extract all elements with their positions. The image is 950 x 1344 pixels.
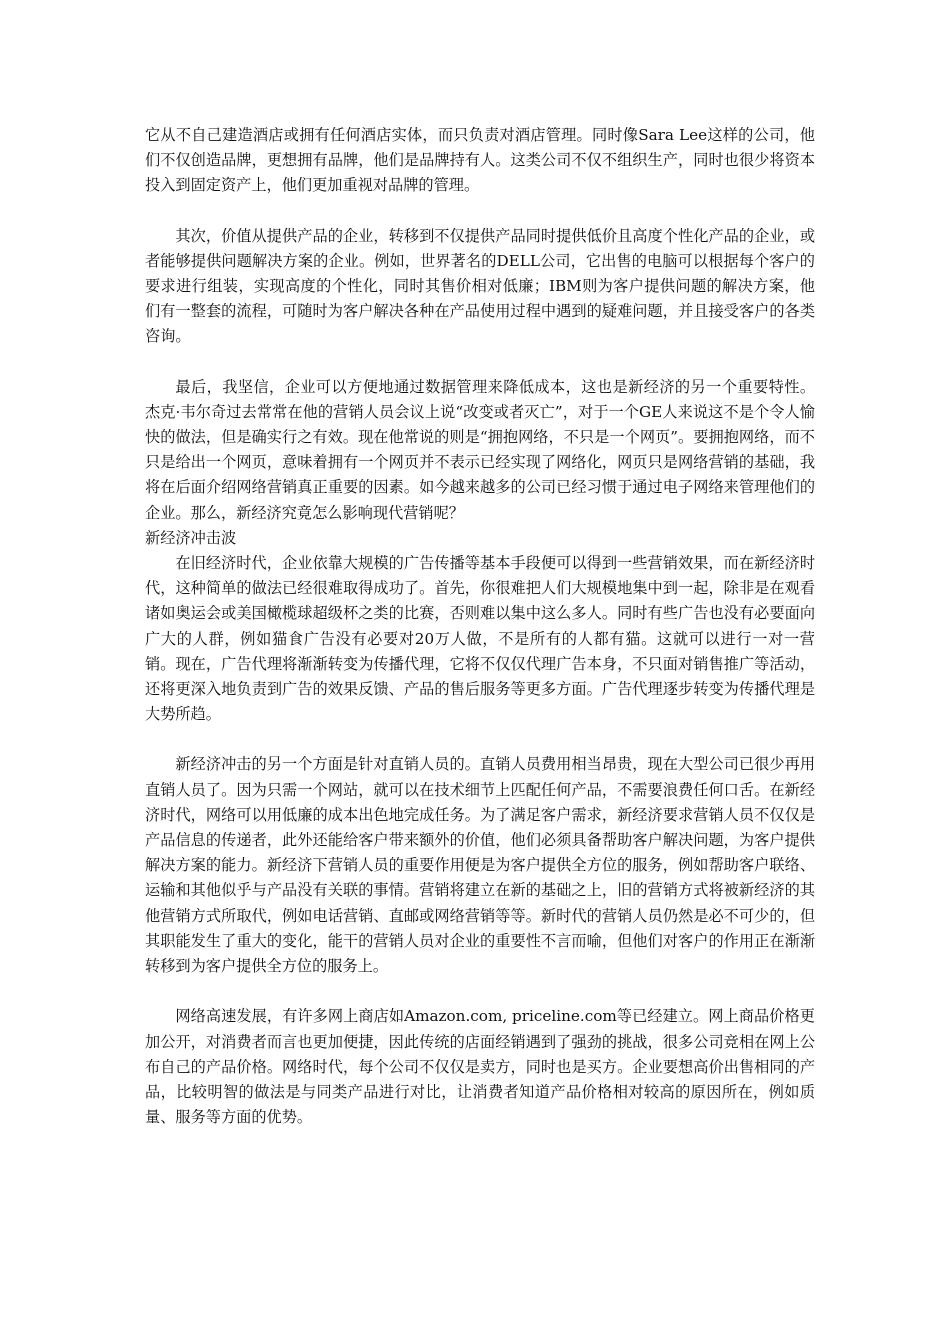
document-page	[145, 123, 815, 1130]
paragraph-data-management: 最后，我坚信，企业可以方便地通过数据管理来降低成本，这也是新经济的另一个重要特性。 杰克·韦尔奇过去常常在他的营销人员会议上说“改变或者灭亡”，对于一个GE人来说这不是个令人愉快的做法，但是确实行之有效。现在他常说的则是“拥抱网络，不只是一个网页”。要拥抱网络，而不只是给出一个网页，意味着拥有一个网页并不表示已经实现了网络化，网页只是网络营销的基础，我将在后面介绍网络营销真正重要的因素。如今越来越多的公司已经习惯于通过电子网络来管理他们的企业。那么，新经济究竟怎么影响现代营销呢？	[145, 377, 815, 522]
paragraph-hotel-brand: 它从不自己建造酒店或拥有任何酒店实体，而只负责对酒店管理。同时像Sara Lee这样的公司，他们不仅创造品牌，更想拥有品牌，他们是品牌持有人。这类公司不仅不组织生产，同时也很少将资本投入到固定资产上，他们更加重视对品牌的管理。	[145, 126, 815, 195]
paragraph-online-stores: 网络高速发展，有许多网上商店如Amazon.com, priceline.com等已经建立。网上商品价格更加公开，对消费者而言也更加便捷，因此传统的店面经销遇到了强劲的挑战，很多公司竞相在网上公布自己的产品价格。网络时代，每个公司不仅仅是卖方，同时也是买方。企业要想高价出售相同的产品，比较明智的做法是与同类产品进行对比，让消费者知道产品价格相对较高的原因所在，例如质量、服务等方面的优势。	[145, 1007, 815, 1127]
paragraph-advertising: 在旧经济时代，企业依靠大规模的广告传播等基本手段便可以得到一些营销效果，而在新经济时代，这种简单的做法已经很难取得成功了。首先，你很难把人们大规模地集中到一起，除非是在观看诸如奥运会或美国橄榄球超级杯之类的比赛，否则难以集中这么多人。同时有些广告也没有必要面向广大的人群，例如猫食广告没有必要对20万人做，不是所有的人都有猫。这就可以进行一对一营销。现在，广告代理将渐渐转变为传播代理，它将不仅仅代理广告本身，不只面对销售推广等活动，还将更深入地负责到广告的效果反馈、产品的售后服务等更多方面。广告代理逐步转变为传播代理是大势所趋。	[145, 554, 815, 724]
section-heading: 新经济冲击波	[145, 528, 237, 547]
paragraph-value-shift: 其次，价值从提供产品的企业，转移到不仅提供产品同时提供低价且高度个性化产品的企业，或者能够提供问题解决方案的企业。例如，世界著名的DELL公司，它出售的电脑可以根据每个客户的要求进行组装，实现高度的个性化，同时其售价相对低廉；IBM则为客户提供问题的解决方案，他们有一整套的流程，可随时为客户解决各种在产品使用过程中遇到的疑难问题，并且接受客户的各类咨询。	[145, 226, 815, 346]
paragraph-direct-sales: 新经济冲击的另一个方面是针对直销人员的。直销人员费用相当昂贵，现在大型公司已很少再用直销人员了。因为只需一个网站，就可以在技术细节上匹配任何产品，不需要浪费任何口舌。在新经济时代，网络可以用低廉的成本出色地完成任务。为了满足客户需求，新经济要求营销人员不仅仅是产品信息的传递者，此外还能给客户带来额外的价值，他们必须具备帮助客户解决问题，为客户提供解决方案的能力。新经济下营销人员的重要作用便是为客户提供全方位的服务，例如帮助客户联络、运输和其他似乎与产品没有关联的事情。营销将建立在新的基础之上，旧的营销方式将被新经济的其他营销方式所取代，例如电话营销、直邮或网络营销等等。新时代的营销人员仍然是必不可少的，但其职能发生了重大的变化，能干的营销人员对企业的重要性不言而喻，但他们对客户的作用正在渐渐转移到为客户提供全方位的服务上。	[145, 755, 815, 976]
